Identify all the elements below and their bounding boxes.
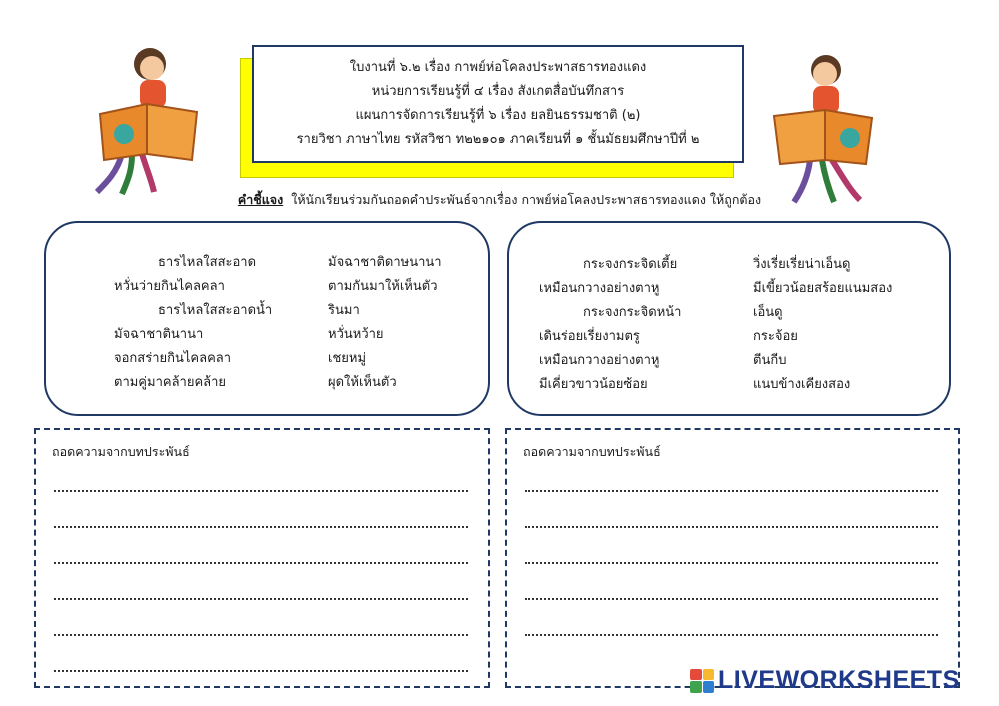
poem-box-left xyxy=(44,221,490,416)
poem-line: เดินร่อยเรี่ยงามตรู xyxy=(539,329,640,344)
title-line-2: หน่วยการเรียนรู้ที่ ๔ เรื่อง สังเกตสื่อบันทึกสาร xyxy=(371,84,625,99)
answer-line[interactable] xyxy=(525,562,938,564)
girl-reading-book-left-icon xyxy=(92,42,204,197)
poem-right-column-1 xyxy=(539,253,681,397)
answer-line[interactable] xyxy=(54,526,468,528)
poem-line: มัจฉาชาตินานา xyxy=(114,327,204,342)
answer-line[interactable] xyxy=(54,490,468,492)
title-line-4: รายวิชา ภาษาไทย รหัสวิชา ท๒๒๑๐๑ ภาคเรียนที่ ๑ ชั้นมัธยมศึกษาปีที่ ๒ xyxy=(296,132,700,147)
answer-line[interactable] xyxy=(54,634,468,636)
poem-line: กระจ้อย xyxy=(753,329,798,344)
logo-text: LIVEWORKSHEETS xyxy=(718,666,960,694)
poem-line: มัจฉาชาติดาษนานา xyxy=(328,255,442,270)
poem-line: ธารไหลใสสะอาดน้ำ xyxy=(158,303,273,318)
poem-left-column-1 xyxy=(114,251,272,395)
poem-line: หวั่นหว้าย xyxy=(328,327,384,342)
poem-line: ตามคู่มาคล้ายคล้าย xyxy=(114,375,227,390)
title-line-1: ใบงานที่ ๖.๒ เรื่อง กาพย์ห่อโคลงประพาสธารทองแดง xyxy=(349,60,647,75)
answer-line[interactable] xyxy=(525,526,938,528)
poem-line: หวั่นว่ายกินไคลคลา xyxy=(114,279,225,294)
poem-line: ผุดให้เห็นตัว xyxy=(328,375,397,390)
liveworksheets-logo xyxy=(690,666,960,695)
poem-line: รินมา xyxy=(328,303,360,318)
title-line-3: แผนการจัดการเรียนรู้ที่ ๖ เรื่อง ยลยินธรรมชาติ (๒) xyxy=(355,108,641,123)
instruction-text: ให้นักเรียนร่วมกันถอดคำประพันธ์จากเรื่อง กาพย์ห่อโคลงประพาสธารทองแดง ให้ถูกต้อง xyxy=(291,192,762,207)
instruction xyxy=(0,190,999,210)
answer-title-right: ถอดความจากบทประพันธ์ xyxy=(523,444,661,459)
answer-line[interactable] xyxy=(525,634,938,636)
poem-line: วิ่งเรี่ยเรี่ยน่าเอ็นดู xyxy=(753,257,851,272)
poem-line: แนบข้างเคียงสอง xyxy=(753,377,851,392)
answer-line[interactable] xyxy=(54,598,468,600)
answer-line[interactable] xyxy=(54,562,468,564)
worksheet-title-box xyxy=(252,45,744,163)
poem-line: เอ็นดู xyxy=(753,305,783,320)
answer-title-left: ถอดความจากบทประพันธ์ xyxy=(52,444,190,459)
poem-box-right xyxy=(507,221,951,416)
answer-box-right xyxy=(505,428,960,688)
answer-line[interactable] xyxy=(525,598,938,600)
poem-line: จอกสร่ายกินไคลคลา xyxy=(114,351,232,366)
poem-line: ตีนกีบ xyxy=(753,353,787,368)
liveworksheets-logo-icon xyxy=(690,669,714,693)
poem-line: กระจงกระจิดหน้า xyxy=(583,305,682,320)
poem-line: มีเคี่ยวขาวน้อยซ้อย xyxy=(539,377,648,392)
poem-line: เชยหมู่ xyxy=(328,351,367,366)
poem-line: มีเขี้ยวน้อยสร้อยแนมสอง xyxy=(753,281,893,296)
instruction-label: คำชี้แจง xyxy=(237,192,284,207)
poem-line: ตามกันมาให้เห็นตัว xyxy=(328,279,438,294)
poem-line: เหมือนกวางอย่างตาหู xyxy=(539,281,660,296)
answer-box-left xyxy=(34,428,490,688)
poem-line: เหมือนกวางอย่างตาหู xyxy=(539,353,660,368)
poem-right-column-2 xyxy=(753,253,892,397)
answer-line[interactable] xyxy=(54,670,468,672)
answer-line[interactable] xyxy=(525,490,938,492)
poem-line: กระจงกระจิดเตี้ย xyxy=(583,257,678,272)
poem-line: ธารไหลใสสะอาด xyxy=(158,255,257,270)
girl-reading-book-right-icon xyxy=(770,52,882,207)
poem-left-column-2 xyxy=(328,251,442,395)
